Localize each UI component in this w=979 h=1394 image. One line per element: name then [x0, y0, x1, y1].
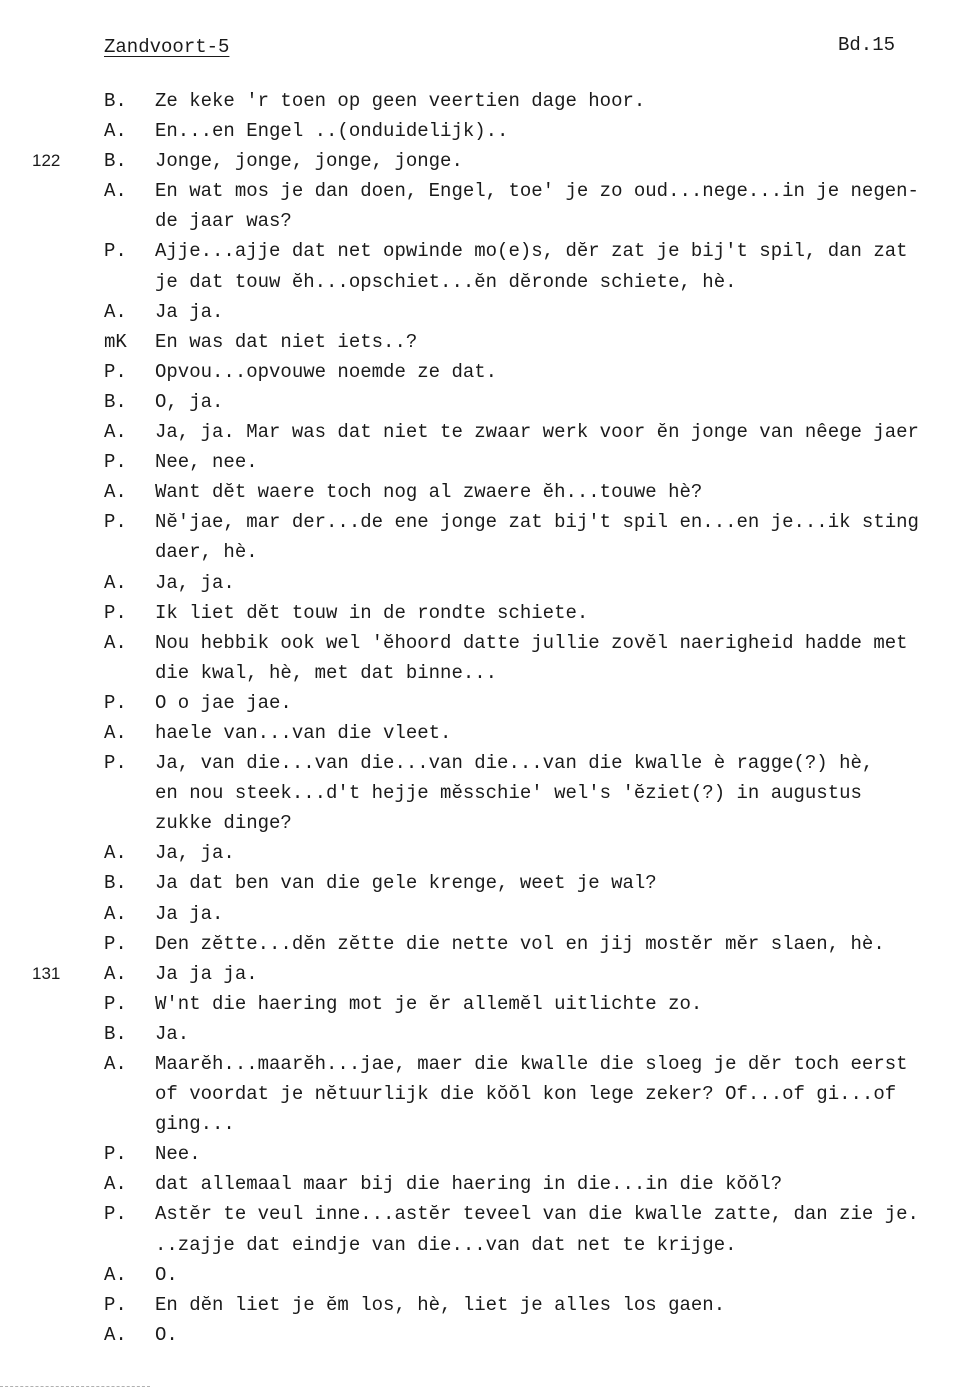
speaker-label: P.	[104, 752, 127, 775]
speaker-label: P.	[104, 511, 127, 534]
utterance-text: O.	[155, 1263, 178, 1286]
utterance-text: En dĕn liet je ĕm los, hè, liet je alles los gaen.	[155, 1293, 726, 1316]
utterance-text: dat allemaal maar bij die haering in die...in die kŏŏl?	[155, 1173, 783, 1196]
transcript-line	[0, 507, 979, 537]
utterance-text: Den zĕtte...dĕn zĕtte die nette vol en jij mostĕr mĕr slaen, hè.	[155, 932, 885, 955]
transcript	[0, 86, 979, 1350]
utterance-text: Astĕr te veul inne...astĕr teveel van die kwalle zatte, dan zie je.	[155, 1203, 919, 1226]
speaker-label: B.	[104, 150, 127, 173]
utterance-text: Ja.	[155, 1022, 190, 1045]
speaker-label: A.	[104, 1173, 127, 1196]
transcript-line	[0, 868, 979, 898]
utterance-text: Nĕ'jae, mar der...de ene jonge zat bij't spil en...en je...ik sting	[155, 511, 919, 534]
speaker-label: B.	[104, 1022, 127, 1045]
utterance-text: Ja, ja.	[155, 842, 235, 865]
transcript-line	[0, 206, 979, 236]
speaker-label: P.	[104, 1293, 127, 1316]
utterance-text: die kwal, hè, met dat binne...	[155, 661, 498, 684]
utterance-text: Ze keke 'r toen op geen veertien dage hoor.	[155, 90, 646, 112]
transcript-line	[0, 688, 979, 718]
utterance-text: haele van...van die vleet.	[155, 721, 452, 744]
transcript-line	[0, 1019, 979, 1049]
utterance-text: en nou steek...d't hejje mĕsschie' wel's 'ĕziet(?) in augustus	[155, 782, 862, 805]
speaker-label: A.	[104, 631, 127, 654]
utterance-text: O o jae jae.	[155, 691, 292, 714]
utterance-text: O, ja.	[155, 390, 224, 413]
transcript-line	[0, 1199, 979, 1229]
utterance-text: Nee.	[155, 1143, 201, 1166]
utterance-text: Ja, van die...van die...van die...van die kwalle è ragge(?) hè,	[155, 752, 874, 775]
transcript-line	[0, 899, 979, 929]
speaker-label: P.	[104, 451, 127, 474]
speaker-label: A.	[104, 120, 127, 143]
utterance-text: O.	[155, 1323, 178, 1346]
utterance-text: Nou hebbik ook wel 'ĕhoord datte jullie zovĕl naerigheid hadde met	[155, 631, 908, 654]
transcript-line	[0, 568, 979, 598]
speaker-label: A.	[104, 721, 127, 744]
utterance-text: W'nt die haering mot je ĕr allemĕl uitlichte zo.	[155, 992, 703, 1015]
speaker-label: A.	[104, 902, 127, 925]
utterance-text: Ja, ja.	[155, 571, 235, 594]
transcript-line	[0, 297, 979, 327]
utterance-text: Opvou...opvouwe noemde ze dat.	[155, 360, 498, 383]
transcript-line	[0, 1049, 979, 1079]
speaker-label: P.	[104, 601, 127, 624]
utterance-text: Ajje...ajje dat net opwinde mo(e)s, dĕr zat je bij't spil, dan zat	[155, 240, 908, 263]
utterance-text: Nee, nee.	[155, 451, 258, 474]
speaker-label: P.	[104, 992, 127, 1015]
margin-line-number: 122	[32, 151, 61, 171]
utterance-text: En was dat niet iets..?	[155, 330, 418, 353]
utterance-text: En...en Engel ..(onduidelijk)..	[155, 120, 509, 143]
transcript-line	[0, 1320, 979, 1350]
speaker-label: A.	[104, 1263, 127, 1286]
speaker-label: A.	[104, 842, 127, 865]
transcript-line	[0, 1230, 979, 1260]
speaker-label: B.	[104, 390, 127, 413]
transcript-line	[0, 327, 979, 357]
transcript-line	[0, 658, 979, 688]
transcript-line	[0, 598, 979, 628]
transcript-line	[0, 176, 979, 206]
utterance-text: Ja dat ben van die gele krenge, weet je wal?	[155, 872, 657, 895]
transcript-line	[0, 236, 979, 266]
transcript-line	[0, 537, 979, 567]
utterance-text: ging...	[155, 1113, 235, 1136]
transcript-line	[0, 1139, 979, 1169]
speaker-label: A.	[104, 1323, 127, 1346]
speaker-label: P.	[104, 360, 127, 383]
speaker-label: mK	[104, 330, 127, 353]
utterance-text: Jonge, jonge, jonge, jonge.	[155, 150, 463, 173]
speaker-label: P.	[104, 691, 127, 714]
footer-rule	[0, 1386, 150, 1387]
utterance-text: daer, hè.	[155, 541, 258, 564]
transcript-line	[0, 477, 979, 507]
transcript-line	[0, 1260, 979, 1290]
transcript-line	[0, 116, 979, 146]
utterance-text: of voordat je nĕtuurlijk die kŏŏl kon lege zeker? Of...of gi...of	[155, 1083, 897, 1106]
speaker-label: P.	[104, 1203, 127, 1226]
transcript-line	[0, 146, 979, 176]
speaker-label: P.	[104, 932, 127, 955]
transcript-line	[0, 748, 979, 778]
transcript-line	[0, 989, 979, 1019]
transcript-line	[0, 718, 979, 748]
utterance-text: je dat touw ĕh...opschiet...ĕn dĕronde schiete, hè.	[155, 270, 737, 293]
speaker-label: A.	[104, 571, 127, 594]
transcript-line	[0, 1109, 979, 1139]
speaker-label: P.	[104, 240, 127, 263]
margin-line-number: 131	[32, 963, 61, 983]
transcript-line	[0, 628, 979, 658]
transcript-line	[0, 267, 979, 297]
transcript-line	[0, 1079, 979, 1109]
transcript-line	[0, 86, 979, 116]
transcript-line	[0, 417, 979, 447]
utterance-text: zukke dinge?	[155, 812, 292, 835]
transcript-line	[0, 778, 979, 808]
utterance-text: Ja ja ja.	[155, 962, 258, 985]
speaker-label: A.	[104, 962, 127, 985]
speaker-label: A.	[104, 481, 127, 504]
transcript-line	[0, 1290, 979, 1320]
transcript-line	[0, 808, 979, 838]
utterance-text: Want dĕt waere toch nog al zwaere ĕh...touwe hè?	[155, 481, 703, 504]
utterance-text: Maarĕh...maarĕh...jae, maer die kwalle die sloeg je dĕr toch eerst	[155, 1053, 908, 1075]
transcript-line	[0, 387, 979, 417]
speaker-label: B.	[104, 872, 127, 895]
speaker-label: B.	[104, 90, 127, 112]
speaker-label: A.	[104, 1053, 127, 1075]
utterance-text: Ik liet dĕt touw in de rondte schiete.	[155, 601, 589, 624]
transcript-line	[0, 838, 979, 868]
speaker-label: A.	[104, 300, 127, 323]
utterance-text: Ja ja.	[155, 300, 224, 323]
transcript-line	[0, 357, 979, 387]
document-title: Zandvoort-5	[104, 36, 230, 58]
transcript-line	[0, 1169, 979, 1199]
speaker-label: A.	[104, 180, 127, 203]
transcript-line	[0, 959, 979, 989]
speaker-label: A.	[104, 421, 127, 444]
transcript-line	[0, 447, 979, 477]
speaker-label: P.	[104, 1143, 127, 1166]
utterance-text: Ja ja.	[155, 902, 224, 925]
utterance-text: Ja, ja. Mar was dat niet te zwaar werk voor ĕn jonge van nêege jaer	[155, 421, 919, 444]
utterance-text: de jaar was?	[155, 210, 292, 233]
utterance-text: En wat mos je dan doen, Engel, toe' je zo oud...nege...in je negen-	[155, 180, 919, 203]
transcript-line	[0, 929, 979, 959]
utterance-text: ..zajje dat eindje van die...van dat net te krijge.	[155, 1233, 737, 1256]
page-number: Bd.15	[838, 34, 896, 56]
